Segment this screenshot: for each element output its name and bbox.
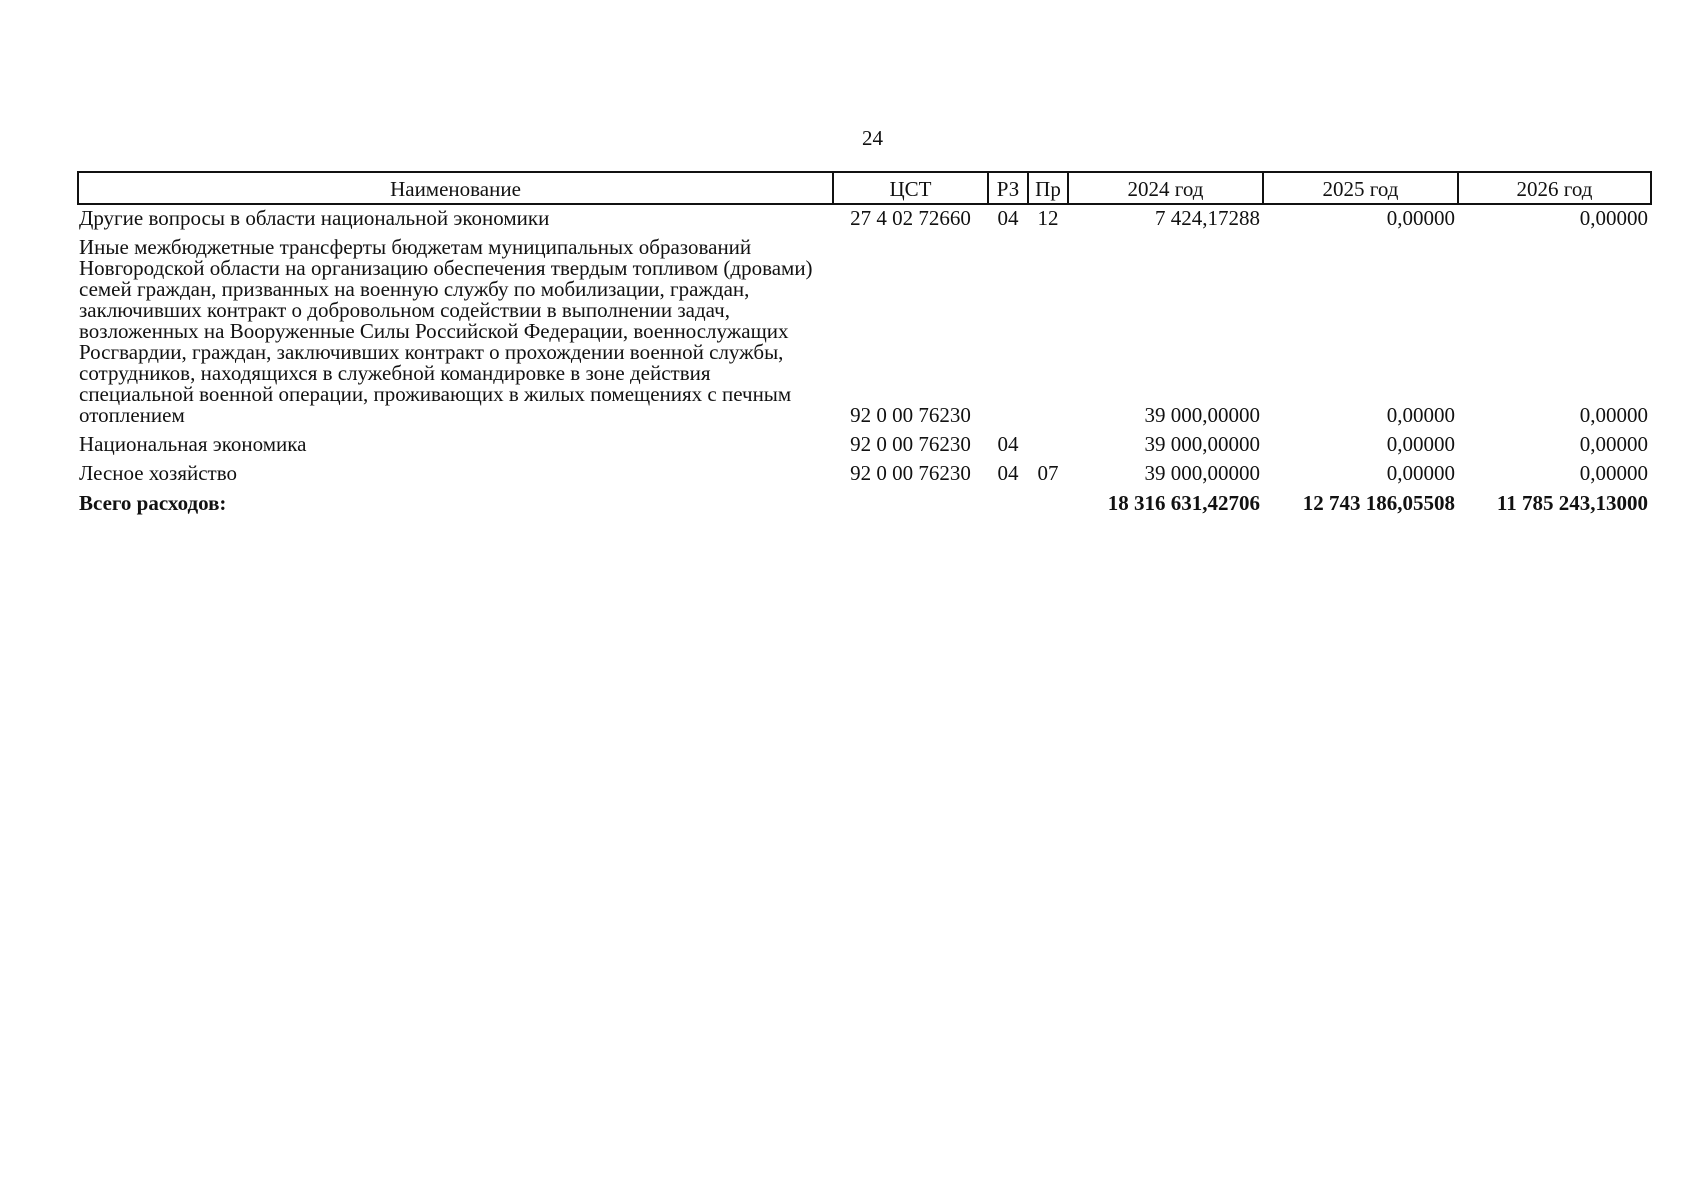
row-cst: 27 4 02 72660	[850, 206, 971, 230]
row-2026: 0,00000	[1579, 206, 1648, 230]
budget-table	[77, 171, 1652, 514]
row-cst: 92 0 00 76230	[850, 432, 971, 456]
total-2024: 18 316 631,42706	[1107, 491, 1260, 515]
total-2025: 12 743 186,05508	[1302, 491, 1455, 515]
row-2024: 39 000,00000	[1144, 461, 1260, 485]
page-number: 24	[862, 126, 883, 150]
row-rz: 04	[997, 461, 1019, 485]
row-pr	[1028, 234, 1068, 431]
row-2024: 39 000,00000	[1144, 432, 1260, 456]
header-2025: 2025 год	[1263, 172, 1458, 204]
row-name: Другие вопросы в области национальной экономики	[79, 206, 550, 230]
row-rz: 04	[997, 432, 1019, 456]
total-label: Всего расходов:	[79, 491, 227, 515]
row-name: Национальная экономика	[79, 432, 307, 456]
row-cst: 92 0 00 76230	[850, 461, 971, 485]
header-rz: РЗ	[988, 172, 1028, 204]
row-2024: 7 424,17288	[1155, 206, 1260, 230]
header-cst: ЦСТ	[833, 172, 988, 204]
row-2025: 0,00000	[1386, 432, 1455, 456]
row-rz: 04	[997, 206, 1019, 230]
row-2025: 0,00000	[1386, 206, 1455, 230]
table-row	[78, 204, 1651, 234]
header-2026: 2026 год	[1458, 172, 1651, 204]
row-cst: 92 0 00 76230	[850, 403, 971, 427]
row-2025: 0,00000	[1386, 461, 1455, 485]
table-row	[78, 431, 1651, 460]
row-name: Иные межбюджетные трансферты бюджетам муниципальных образований Новгородской области на организацию обеспечения твердым топливом (дровами) семей граждан, призванных на военную службу по мобилизации, граждан, заключивших контракт о добровольном содействии в выполнении задач, возложенных на Вооруженные Силы Российской Федерации, военнослужащих Росгвардии, граждан, заключивших контракт о прохождении военной службы, сотрудников, находящихся в служебной командировке в зоне действия специальной военной операции, проживающих в жилых помещениях с печным отоплением	[79, 235, 813, 427]
header-name: Наименование	[78, 172, 833, 204]
row-pr: 07	[1037, 461, 1059, 485]
row-2024: 39 000,00000	[1144, 403, 1260, 427]
row-2025: 0,00000	[1386, 403, 1455, 427]
total-2026: 11 785 243,13000	[1496, 491, 1648, 515]
table-header-row	[78, 172, 1651, 204]
row-pr: 12	[1037, 206, 1059, 230]
table-row	[78, 234, 1651, 431]
row-name: Лесное хозяйство	[79, 461, 237, 485]
row-pr	[1028, 431, 1068, 460]
table-row	[78, 460, 1651, 489]
row-2026: 0,00000	[1579, 403, 1648, 427]
row-2026: 0,00000	[1579, 432, 1648, 456]
header-2024: 2024 год	[1068, 172, 1263, 204]
row-rz	[988, 234, 1028, 431]
row-2026: 0,00000	[1579, 461, 1648, 485]
total-row	[78, 489, 1651, 514]
header-pr: Пр	[1028, 172, 1068, 204]
